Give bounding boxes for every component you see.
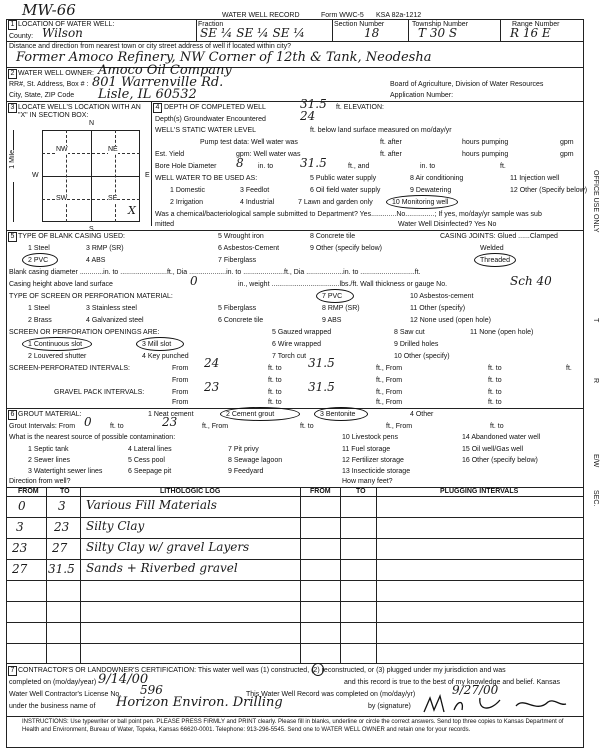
owner-label: WATER WELL OWNER: (18, 70, 94, 77)
contamination-label: What is the nearest source of possible contamination: (9, 434, 176, 441)
screen-other[interactable]: 11 Other (specify) (410, 305, 466, 312)
grout-bentonite[interactable]: 3 Bentonite (320, 411, 356, 418)
plug-to-header: TO (356, 488, 366, 495)
elevation-label: ft. ELEVATION: (336, 104, 384, 111)
east-label: E (145, 172, 150, 179)
se-quadrant-label: SE (108, 195, 118, 202)
owner-address: 801 Warrenville Rd. (92, 75, 224, 90)
screen-asbestos[interactable]: 10 Asbestos-cement (410, 293, 474, 300)
section-2-number: 2 (8, 69, 17, 79)
south-label: S (89, 226, 94, 233)
groundwater-value: 24 (300, 109, 316, 123)
fraction-label: Fraction (198, 21, 224, 28)
certification-text: CONTRACTOR'S OR LANDOWNER'S CERTIFICATION: This water well was (1) constructed, (2) reconstructed, or (3) plugged under my jurisdiction and was (18, 667, 506, 674)
log-row-2-from: 3 (16, 520, 24, 534)
address-label: RR#, St. Address, Box # : (9, 81, 89, 88)
plugging-intervals-header: PLUGGING INTERVALS (440, 488, 519, 495)
wall-gauge-value: Sch 40 (510, 274, 552, 288)
casing-steel[interactable]: 1 Steel (28, 245, 50, 252)
bore-label: Bore Hole Diameter (155, 163, 217, 170)
ne-quadrant-label: NE (108, 146, 118, 153)
contam-sewage-lagoon[interactable]: 8 Sewage lagoon (228, 457, 283, 464)
after-label-1: ft. after (380, 139, 402, 146)
screen-fiberglass[interactable]: 5 Fiberglass (218, 305, 257, 312)
screen-pvc[interactable]: 7 PVC (322, 293, 343, 300)
license-label: Water Well Contractor's License No. (9, 691, 122, 698)
section-5-number: 5 (8, 232, 17, 242)
perf-from-label: From (172, 365, 189, 372)
opening-key-punched[interactable]: 4 Key punched (142, 353, 189, 360)
opening-other[interactable]: 10 Other (specify) (394, 353, 450, 360)
casing-rmp[interactable]: 3 RMP (SR) (86, 245, 124, 252)
business-name: Horizon Environ. Drilling (116, 695, 283, 710)
grout-intervals-label: Grout Intervals: From (9, 423, 76, 430)
section-1-number: 1 (8, 20, 17, 30)
use-monitoring-well[interactable]: 10 Monitoring well (392, 199, 449, 206)
contam-abandoned-well[interactable]: 14 Abandoned water well (462, 434, 541, 441)
opening-continuous-slot[interactable]: 1 Continuous slot (28, 341, 83, 348)
board-label: Board of Agriculture, Division of Water Resources (390, 81, 544, 88)
section-4-number: 4 (153, 103, 162, 113)
log-to-header: TO (60, 488, 70, 495)
plug-from-header: FROM (310, 488, 331, 495)
certification-tail: and this record is true to the best of my knowledge and belief. Kansas (344, 679, 560, 686)
use-air-conditioning[interactable]: 8 Air conditioning (410, 175, 464, 182)
township-value: T 30 S (418, 26, 458, 40)
section-number-label: Section Number (334, 21, 385, 28)
business-name-label: under the business name of (9, 703, 96, 710)
use-other[interactable]: 12 Other (Specify below) (510, 187, 588, 194)
casing-concrete-tile[interactable]: 8 Concrete tile (310, 233, 356, 240)
gravel-from3-label: From (172, 399, 189, 406)
log-row-1-to: 3 (58, 499, 66, 513)
gravel-to4-label: ft. to (488, 399, 502, 406)
contam-pit-privy[interactable]: 7 Pit privy (228, 446, 259, 453)
contam-septic[interactable]: 1 Septic tank (28, 446, 69, 453)
handwritten-signature (420, 692, 570, 718)
bore-to-label: in. to (258, 163, 274, 170)
screen-stainless[interactable]: 3 Stainless steel (86, 305, 137, 312)
casing-height-value: 0 (190, 274, 198, 288)
distance-label: Distance and direction from nearest town or city street address of well if located within city? (9, 43, 292, 50)
distance-value: Former Amoco Refinery, NW Corner of 12th & Tank, Neodesha (16, 50, 432, 65)
static-level-label: WELL'S STATIC WATER LEVEL (155, 127, 257, 134)
gpm-label-1: gpm (560, 139, 574, 146)
handwritten-stamp: MW-66 (22, 1, 76, 19)
contam-fertilizer[interactable]: 12 Fertilizer storage (342, 457, 404, 464)
license-number: 596 (140, 683, 163, 697)
opening-torch-cut[interactable]: 7 Torch cut (272, 353, 307, 360)
screen-none[interactable]: 12 None used (open hole) (410, 317, 491, 324)
gravel-to-label: ft. to (268, 389, 282, 396)
grout-neat-cement[interactable]: 1 Neat cement (148, 411, 194, 418)
completed-date: 9/14/00 (98, 672, 149, 687)
perf-from3-label: From (172, 377, 189, 384)
grout-to2-label: ft. to (300, 423, 314, 430)
opening-louvered[interactable]: 2 Louvered shutter (28, 353, 87, 360)
margin-t-label: T (592, 318, 599, 323)
how-many-feet-label: How many feet? (342, 478, 393, 485)
gravel-from-value: 23 (204, 380, 220, 394)
depth-label: DEPTH OF COMPLETED WELL (164, 104, 266, 111)
west-label: W (32, 172, 39, 179)
grout-to-value: 23 (162, 415, 178, 429)
cement-grout-circle (220, 407, 300, 421)
record-completed-date: 9/27/00 (452, 683, 499, 697)
opening-gauzed[interactable]: 5 Gauzed wrapped (272, 329, 332, 336)
location-label: LOCATION OF WATER WELL: (18, 21, 115, 28)
township-number-label: Township Number (412, 21, 469, 28)
gravel-from2-label: ft., From (376, 389, 403, 396)
opening-saw-cut[interactable]: 8 Saw cut (394, 329, 425, 336)
perforated-intervals-label: SCREEN-PERFORATED INTERVALS: (9, 365, 130, 372)
groundwater-label: Depth(s) Groundwater Encountered (155, 116, 266, 123)
log-row-3-desc: Silty Clay w/ gravel Layers (86, 540, 250, 554)
screen-galvanized[interactable]: 4 Galvanized steel (86, 317, 144, 324)
contam-fuel[interactable]: 11 Fuel storage (342, 446, 391, 453)
perf-to4-label: ft. to (488, 377, 502, 384)
county-value: Wilson (42, 26, 83, 40)
owner-name: Amoco Oil Company (98, 63, 232, 78)
static-level-tail: ft. below land surface measured on mo/day/yr (310, 127, 452, 134)
contam-seepage[interactable]: 6 Seepage pit (128, 468, 172, 475)
bore-and-label: ft., and (348, 163, 370, 170)
contam-sewer[interactable]: 2 Sewer lines (28, 457, 71, 464)
log-row-3-to: 27 (52, 541, 68, 555)
contam-other[interactable]: 16 Other (specify below) (462, 457, 538, 464)
nw-quadrant-label: NW (56, 146, 68, 153)
chem-mitted: mitted (155, 221, 175, 228)
yield-label: Est. Yield (155, 151, 185, 158)
margin-sec-label: SEC. (592, 490, 599, 507)
casing-diameter-line: Blank casing diameter ............in. to ........................ft., Dia ...................in. to .....................ft., Dia ...................in. to ............................ft. (9, 269, 421, 276)
use-injection-well[interactable]: 11 Injection well (510, 175, 560, 182)
yield-tail: gpm: Well water was (236, 151, 301, 158)
range-number-label: Range Number (512, 21, 560, 28)
perf-to-value: 31.5 (308, 356, 335, 370)
perf-to3-label: ft. to (268, 377, 282, 384)
contam-lateral[interactable]: 4 Lateral lines (128, 446, 172, 453)
casing-joints-label: CASING JOINTS: Glued ......Clamped (440, 233, 558, 240)
hours-label-2: hours pumping (462, 151, 509, 158)
chem-sample-question: Was a chemical/bacteriological sample submitted to Department? Yes.............No...............; If yes, mo/day/yr sample was sub (155, 211, 542, 218)
use-label: WELL WATER TO BE USED AS: (155, 175, 258, 182)
grout-other[interactable]: 4 Other (410, 411, 434, 418)
contam-insecticide[interactable]: 13 Insecticide storage (342, 468, 411, 475)
office-use-label: OFFICE USE ONLY (592, 170, 599, 233)
section-3-number: 3 (8, 103, 17, 113)
application-label: Application Number: (390, 92, 454, 99)
perf-to2-label: ft. to (488, 365, 502, 372)
sw-quadrant-label: SW (56, 195, 68, 202)
use-lawn-garden[interactable]: 7 Lawn and garden only (298, 199, 373, 206)
grout-to3-label: ft. to (490, 423, 504, 430)
hours-label-1: hours pumping (462, 139, 509, 146)
pump-test-label: Pump test data: Well water was (200, 139, 298, 146)
gravel-to-value: 31.5 (308, 380, 335, 394)
gravel-from4-label: ft., From (376, 399, 403, 406)
casing-pvc[interactable]: 2 PVC (28, 257, 49, 264)
after-label-2: ft. after (380, 151, 402, 158)
section-box-label: LOCATE WELL'S LOCATION WITH AN "X" IN SECTION BOX: (18, 104, 141, 119)
screen-abs[interactable]: 9 ABS (322, 317, 342, 324)
range-value: R 16 E (510, 26, 551, 40)
screen-material-label: TYPE OF SCREEN OR PERFORATION MATERIAL: (9, 293, 173, 300)
perf-from-value: 24 (204, 356, 220, 370)
log-row-2-to: 23 (54, 520, 70, 534)
grout-from3-label: ft., From (386, 423, 413, 430)
casing-label: TYPE OF BLANK CASING USED: (18, 233, 125, 240)
log-row-4-from: 27 (12, 562, 28, 576)
form-title: WATER WELL RECORD (222, 12, 300, 19)
city-label: City, State, ZIP Code (9, 92, 75, 99)
record-completed-label: This Water Well Record was completed on (mo/day/yr) (246, 691, 416, 698)
margin-r-label: R (592, 378, 599, 384)
opening-mill-slot[interactable]: 3 Mill slot (142, 341, 172, 348)
perf-from2-label: ft., From (376, 365, 403, 372)
gravel-pack-label: GRAVEL PACK INTERVALS: (54, 389, 145, 396)
grout-label: GROUT MATERIAL: (18, 411, 82, 418)
completed-label: completed on (mo/day/year) (9, 679, 97, 686)
bore-diameter: 8 (236, 156, 244, 170)
form-code: Form WWC-5 (321, 12, 364, 19)
depth-value: 31.5 (300, 97, 327, 111)
log-row-4-to: 31.5 (48, 562, 75, 576)
joint-threaded[interactable]: Threaded (480, 257, 510, 264)
log-row-1-from: 0 (18, 499, 26, 513)
log-row-2-desc: Silty Clay (86, 519, 145, 533)
screen-steel[interactable]: 1 Steel (28, 305, 50, 312)
threaded-circle (474, 253, 516, 267)
grout-from2-label: ft., From (202, 423, 229, 430)
perf-to-label: ft. to (268, 365, 282, 372)
casing-wrought-iron[interactable]: 5 Wrought iron (218, 233, 264, 240)
contam-watertight[interactable]: 3 Watertight sewer lines (28, 468, 103, 475)
disinfected-question: Water Well Disinfected? Yes No (398, 221, 497, 228)
bentonite-circle (314, 407, 368, 421)
pvc-circle (22, 253, 58, 267)
perf-from4-label: ft., From (376, 377, 403, 384)
perf-ft-end: ft. (566, 365, 572, 372)
gpm-label-2: gpm (560, 151, 574, 158)
screen-concrete[interactable]: 6 Concrete tile (218, 317, 264, 324)
gravel-to2-label: ft. to (488, 389, 502, 396)
continuous-slot-circle (22, 337, 92, 351)
casing-asbestos-cement[interactable]: 6 Asbestos-Cement (218, 245, 280, 252)
openings-label: SCREEN OR PERFORATION OPENINGS ARE: (9, 329, 160, 336)
use-public-supply[interactable]: 5 Public water supply (310, 175, 377, 182)
signature-label: by (signature) (368, 703, 411, 710)
owner-city: Lisle, IL 60532 (98, 87, 197, 102)
casing-height-label: Casing height above land surface (9, 281, 113, 288)
section-value: 18 (364, 26, 380, 40)
screen-brass[interactable]: 2 Brass (28, 317, 52, 324)
gravel-from-label: From (172, 389, 189, 396)
use-industrial[interactable]: 4 Industrial (240, 199, 275, 206)
bore-in-to-label: in. to (420, 163, 436, 170)
log-row-3-from: 23 (12, 541, 28, 555)
use-domestic[interactable]: 1 Domestic (170, 187, 206, 194)
opening-none[interactable]: 11 None (open hole) (470, 329, 534, 336)
section-7-number: 7 (8, 666, 17, 676)
grout-to-label: ft. to (110, 423, 124, 430)
grout-from-value: 0 (84, 415, 92, 429)
section-6-number: 6 (8, 410, 17, 420)
casing-abs[interactable]: 4 ABS (86, 257, 106, 264)
instructions-text: INSTRUCTIONS: Use typewriter or ball point pen. PLEASE PRESS FIRMLY and PRINT clearly. Please fill in blanks, underline or circle the correct answers. Send top three copies to Kansas Department of Health and Environment, Bureau of Water, Topeka, Kansas 66620-0001. Telephone: 913-296-5545. Send one to WATER WELL OWNER and retain one for your records. (22, 719, 564, 733)
county-label: County: (9, 33, 34, 40)
screen-pvc-circle (316, 289, 354, 303)
contam-feedyard[interactable]: 9 Feedyard (228, 468, 264, 475)
casing-height-tail: in., weight ...................................lbs./ft. Wall thickness or gauge No. (238, 281, 448, 288)
contam-cess-pool[interactable]: 5 Cess pool (128, 457, 165, 464)
log-from-header: FROM (18, 488, 39, 495)
casing-other[interactable]: 9 Other (specify below) (310, 245, 382, 252)
log-row-1-desc: Various Fill Materials (86, 498, 217, 512)
direction-label: Direction from well? (9, 478, 71, 485)
use-dewatering[interactable]: 9 Dewatering (410, 187, 452, 194)
use-oil-field[interactable]: 6 Oil field water supply (310, 187, 381, 194)
lithologic-log-header: LITHOLOGIC LOG (160, 488, 221, 495)
screen-rmp[interactable]: 8 RMP (SR) (322, 305, 360, 312)
north-label: N (89, 120, 95, 127)
fraction-value: SE ¼ SE ¼ SE ¼ (200, 26, 305, 40)
log-row-4-desc: Sands + Riverbed gravel (86, 561, 238, 575)
grout-cement-grout[interactable]: 2 Cement grout (226, 411, 275, 418)
monitoring-well-circle (386, 195, 458, 209)
bore-depth: 31.5 (300, 156, 327, 170)
contam-oil-gas-well[interactable]: 15 Oil well/Gas well (462, 446, 524, 453)
ksa-number: KSA 82a-1212 (376, 12, 422, 19)
mill-slot-circle (136, 337, 184, 351)
mile-label: 1 Mile (9, 150, 16, 169)
gravel-to3-label: ft. to (268, 399, 282, 406)
contam-livestock[interactable]: 10 Livestock pens (342, 434, 399, 441)
constructed-circle (312, 663, 324, 676)
joint-welded[interactable]: Welded (480, 245, 504, 252)
casing-fiberglass[interactable]: 7 Fiberglass (218, 257, 257, 264)
use-irrigation[interactable]: 2 Irrigation (170, 199, 204, 206)
location-x-mark: X (128, 204, 136, 217)
opening-drilled[interactable]: 9 Drilled holes (394, 341, 439, 348)
use-feedlot[interactable]: 3 Feedlot (240, 187, 270, 194)
margin-ew-label: E/W (592, 454, 599, 468)
opening-wire-wrapped[interactable]: 6 Wire wrapped (272, 341, 322, 348)
bore-ft-label: ft. (500, 163, 506, 170)
